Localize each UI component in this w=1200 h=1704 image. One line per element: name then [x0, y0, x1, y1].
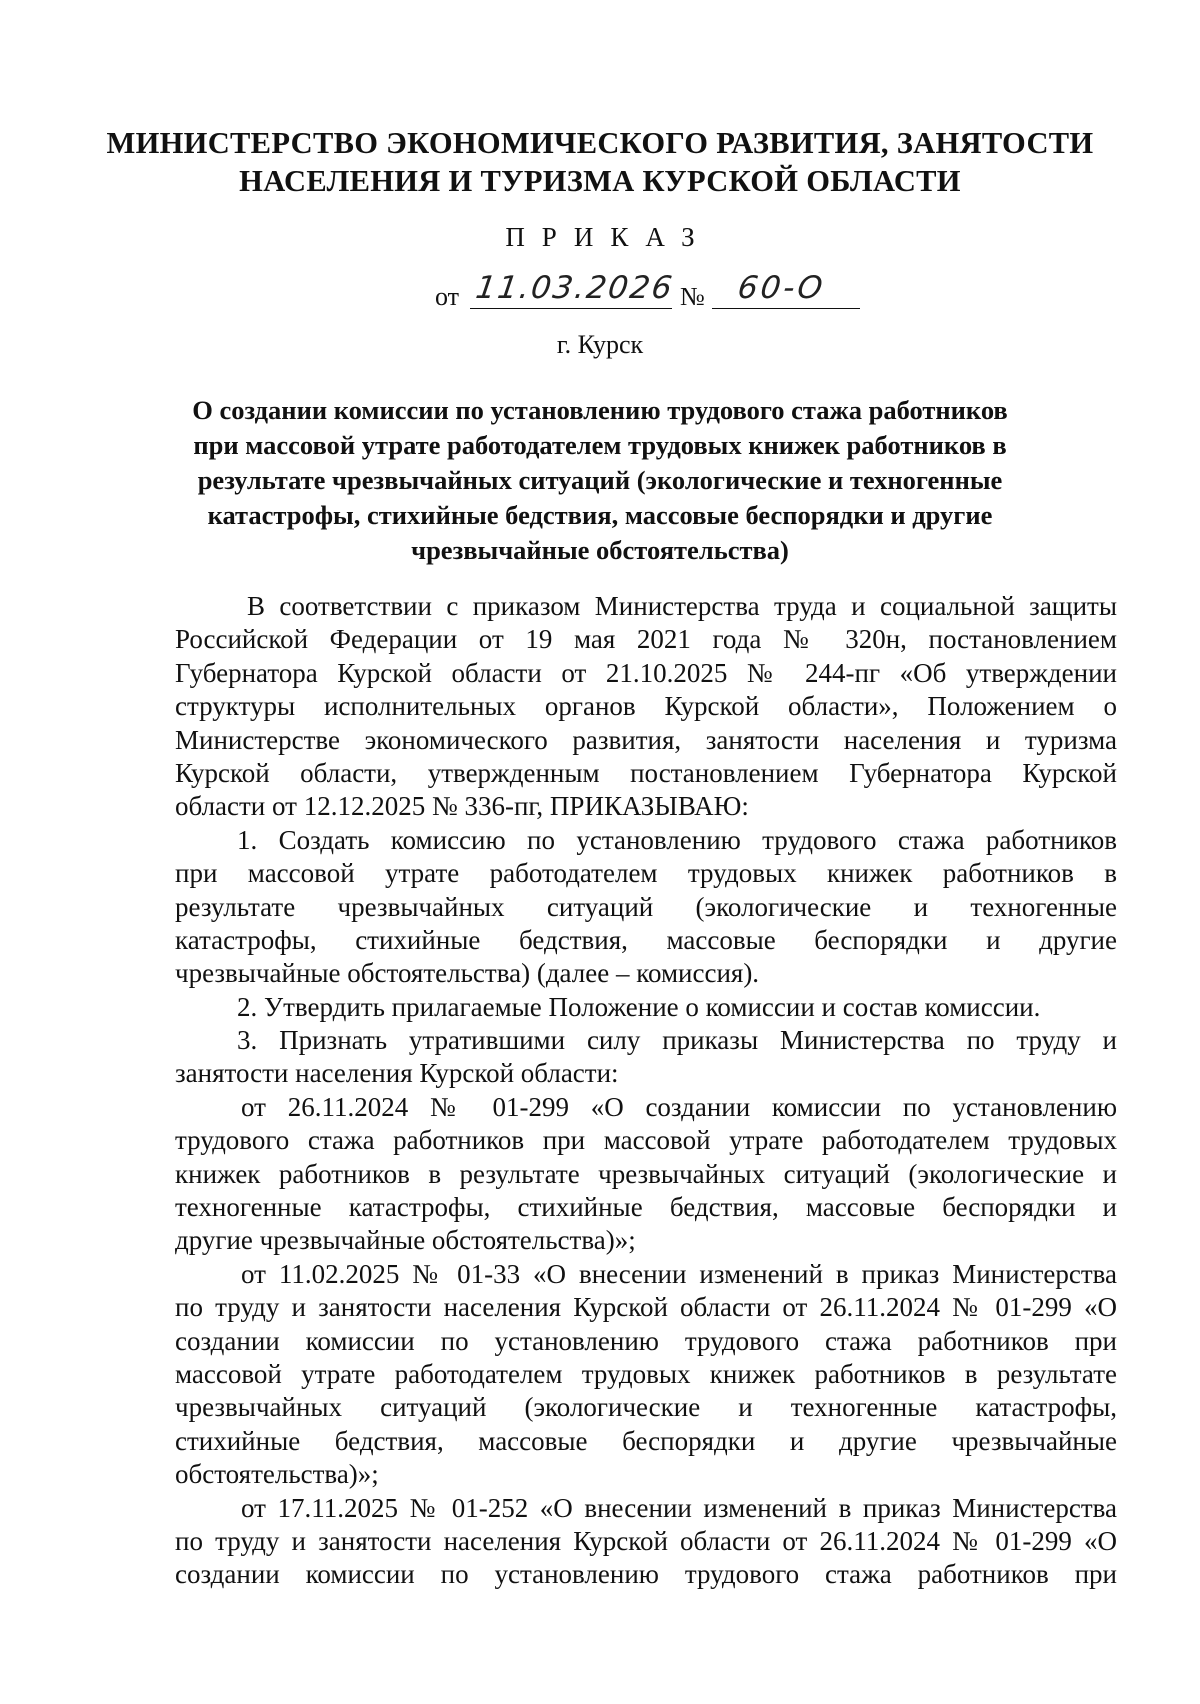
- body-line: области от 12.12.2025 № 336-пг, ПРИКАЗЫВАЮ:: [175, 791, 749, 822]
- subject-line: О создании комиссии по установлению трудового стажа работников: [192, 395, 1008, 425]
- ministry-header: [0, 124, 1200, 200]
- handwritten-number: 60-О: [735, 270, 828, 306]
- body-line: при массовой утрате работодателем трудовых книжек работников в: [175, 858, 1117, 889]
- body-line: по труду и занятости населения Курской области от 26.11.2024 № 01-299 «О: [175, 1292, 1117, 1323]
- body-line: результате чрезвычайных ситуаций (экологические и техногенные: [175, 891, 1117, 922]
- order-body: [175, 590, 1117, 1592]
- handwritten-date: 11.03.2026: [473, 270, 677, 306]
- body-line: Российской Федерации от 19 мая 2021 года № 320н, постановлением: [175, 624, 1117, 655]
- body-line: 3. Признать утратившими силу приказы Министерства по труду и: [237, 1025, 1117, 1056]
- subject-line: катастрофы, стихийные бедствия, массовые беспорядки и другие: [207, 500, 993, 530]
- body-line: чрезвычайных ситуаций (экологические и техногенные катастрофы,: [175, 1392, 1117, 1423]
- ministry-line: МИНИСТЕРСТВО ЭКОНОМИЧЕСКОГО РАЗВИТИЯ, ЗАНЯТОСТИ: [106, 126, 1094, 160]
- subject-line: при массовой утрате работодателем трудовых книжек работников в: [193, 430, 1007, 460]
- body-line: создании комиссии по установлению трудового стажа работников при: [175, 1325, 1117, 1356]
- number-prefix: №: [680, 282, 705, 311]
- body-line: чрезвычайные обстоятельства) (далее – комиссия).: [175, 958, 760, 989]
- city: г. Курск: [556, 330, 644, 359]
- body-line: трудового стажа работников при массовой утрате работодателем трудовых: [175, 1125, 1117, 1156]
- body-line: Губернатора Курской области от 21.10.2025 № 244-пг «Об утверждении: [175, 657, 1117, 688]
- body-line: от 17.11.2025 № 01-252 «О внесении изменений в приказ Министерства: [241, 1492, 1117, 1523]
- ministry-line: НАСЕЛЕНИЯ И ТУРИЗМА КУРСКОЙ ОБЛАСТИ: [239, 164, 961, 198]
- subject-line: чрезвычайные обстоятельства): [411, 535, 789, 565]
- subject-line: результате чрезвычайных ситуаций (экологические и техногенные: [197, 465, 1003, 495]
- body-line: 1. Создать комиссию по установлению трудового стажа работников: [237, 824, 1117, 855]
- body-line: от 11.02.2025 № 01-33 «О внесении изменений в приказ Министерства: [241, 1258, 1117, 1289]
- order-subject: [0, 393, 1200, 568]
- body-line: катастрофы, стихийные бедствия, массовые беспорядки и другие: [175, 924, 1117, 955]
- body-line: от 26.11.2024 № 01-299 «О создании комиссии по установлению: [241, 1091, 1117, 1122]
- body-line: Министерстве экономического развития, занятости населения и туризма: [175, 724, 1117, 755]
- body-line: создании комиссии по установлению трудового стажа работников при: [175, 1559, 1117, 1590]
- document-type: ПРИКАЗ: [505, 222, 712, 252]
- body-line: массовой утрате работодателем трудовых книжек работников в результате: [175, 1358, 1117, 1389]
- body-line: В соответствии с приказом Министерства труда и социальной защиты: [247, 591, 1117, 621]
- body-line: Курской области, утвержденным постановлением Губернатора Курской: [175, 757, 1117, 788]
- body-line: структуры исполнительных органов Курской области», Положением о: [175, 691, 1117, 722]
- date-prefix: от: [435, 282, 460, 311]
- body-line: другие чрезвычайные обстоятельства)»;: [175, 1225, 636, 1256]
- body-line: техногенные катастрофы, стихийные бедствия, массовые беспорядки и: [175, 1192, 1117, 1223]
- body-line: 2. Утвердить прилагаемые Положение о комиссии и состав комиссии.: [237, 991, 1041, 1022]
- body-line: занятости населения Курской области:: [175, 1058, 619, 1089]
- body-line: обстоятельства)»;: [175, 1459, 379, 1490]
- body-line: книжек работников в результате чрезвычайных ситуаций (экологические и: [175, 1158, 1117, 1189]
- body-line: по труду и занятости населения Курской области от 26.11.2024 № 01-299 «О: [175, 1525, 1117, 1556]
- body-line: стихийные бедствия, массовые беспорядки и другие чрезвычайные: [175, 1425, 1117, 1456]
- date-number-line: [0, 270, 1200, 314]
